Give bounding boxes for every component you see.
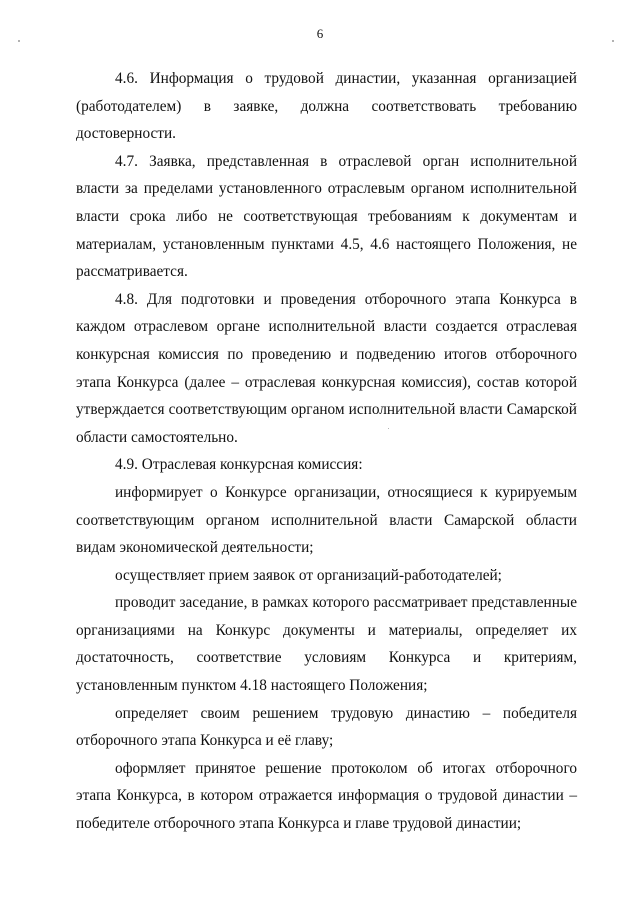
list-item-determines-winner: определяет своим решением трудовую династию – победителя отборочного этапа Конкурса и её главу; (76, 704, 577, 750)
scan-speck (612, 40, 614, 42)
document-body (76, 65, 577, 838)
page-number: 6 (316, 26, 324, 41)
list-item-receives-applications: осуществляет прием заявок от организаций-работодателей; (115, 566, 502, 584)
list-item-holds-meeting: проводит заседание, в рамках которого рассматривает представленные организациями на Конкурс документы и материалы, определяет их достаточность, соответствие условиям Конкурса и критериям, установленным пунктом 4.18 настоящего Положения; (76, 594, 577, 695)
list-item-informs: информирует о Конкурсе организации, относящиеся к курируемым соответствующим органом исполнительной власти Самарской области видам экономической деятельности; (76, 483, 577, 557)
list-item-protocol: оформляет принятое решение протоколом об итогах отборочного этапа Конкурса, в котором отражается информация о трудовой династии – победителе отборочного этапа Конкурса и главе трудовой династии; (76, 759, 577, 833)
paragraph-4-6: 4.6. Информация о трудовой династии, указанная организацией (работодателем) в заявке, должна соответствовать требованию достоверности. (76, 70, 577, 143)
paragraph-4-7: 4.7. Заявка, представленная в отраслевой орган исполнительной власти за пределами установленного отраслевым органом исполнительной власти срока либо не соответствующая требованиям к документам и материалам, установленным пунктами 4.5, 4.6 настоящего Положения, не рассматривается. (76, 152, 577, 281)
paragraph-4-9: 4.9. Отраслевая конкурсная комиссия: (115, 456, 363, 474)
paragraph-4-8: 4.8. Для подготовки и проведения отборочного этапа Конкурса в каждом отраслевом органе исполнительной власти создается отраслевая конкурсная комиссия по проведению и подведению итогов отборочного этапа Конкурса (далее – отраслевая конкурсная комиссия), состав которой утверждается соответствующим органом исполнительной власти Самарской области самостоятельно. (76, 290, 577, 446)
scan-speck (18, 40, 20, 42)
